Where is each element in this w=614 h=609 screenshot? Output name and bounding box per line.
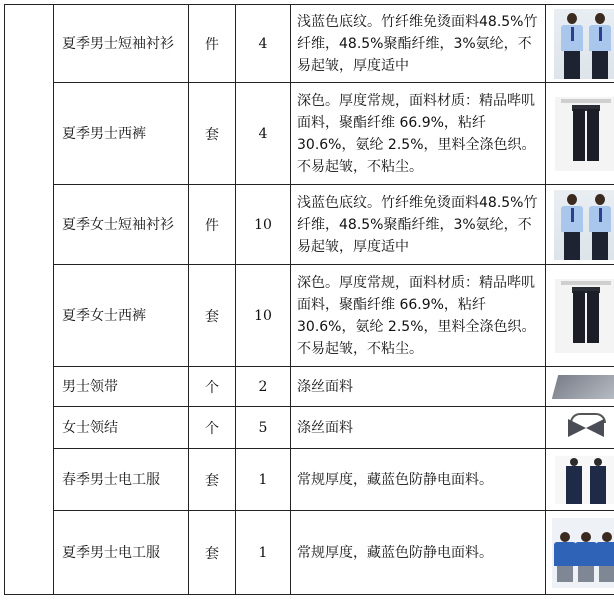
workwear-photo-icon (552, 518, 614, 588)
item-desc: 常规厚度，藏蓝色防静电面料。 (291, 511, 546, 595)
item-unit: 个 (189, 407, 236, 449)
table-row (5, 5, 614, 83)
item-image-cell (546, 367, 614, 407)
item-desc: 深色。厚度常规，面料材质：精品哔叽面料，聚酯纤维 66.9%，粘纤 30.6%，氨纶 2.5%，里料全涤色织。不易起皱，不粘尘。 (291, 265, 546, 367)
item-qty: 4 (236, 5, 291, 83)
uniform-spec-table (4, 4, 614, 595)
table-row (5, 265, 614, 367)
table-row (5, 511, 614, 595)
necktie-photo-icon (552, 375, 614, 399)
item-desc: 浅蓝色底纹。竹纤维免烫面料48.5%竹纤维，48.5%聚酯纤维，3%氨纶，不易起皱，厚度适中 (291, 5, 546, 83)
item-qty: 10 (236, 185, 291, 265)
item-name: 春季男士电工服 (54, 449, 189, 511)
item-image-cell (546, 407, 614, 449)
item-image-cell (546, 265, 614, 367)
item-unit: 套 (189, 265, 236, 367)
item-image-cell (546, 83, 614, 185)
item-qty: 2 (236, 367, 291, 407)
shirt-uniform-photo-icon (554, 190, 614, 260)
item-unit: 个 (189, 367, 236, 407)
item-desc: 涤丝面料 (291, 367, 546, 407)
item-qty: 5 (236, 407, 291, 449)
item-name: 女士领结 (54, 407, 189, 449)
item-name: 夏季男士电工服 (54, 511, 189, 595)
shirt-uniform-photo-icon (554, 9, 614, 79)
item-qty: 4 (236, 83, 291, 185)
workwear-photo-icon (555, 456, 614, 504)
item-name: 夏季男士西裤 (54, 83, 189, 185)
left-margin-cell (5, 5, 54, 595)
table-row (5, 367, 614, 407)
trousers-photo-icon (555, 97, 614, 171)
table-row (5, 185, 614, 265)
item-name: 夏季男士短袖衬衫 (54, 5, 189, 83)
item-unit: 套 (189, 83, 236, 185)
item-unit: 套 (189, 449, 236, 511)
table-row (5, 407, 614, 449)
item-name: 夏季女士短袖衬衫 (54, 185, 189, 265)
item-name: 男士领带 (54, 367, 189, 407)
bowtie-photo-icon (562, 413, 610, 443)
item-desc: 浅蓝色底纹。竹纤维免烫面料48.5%竹纤维，48.5%聚酯纤维，3%氨纶，不易起皱，厚度适中 (291, 185, 546, 265)
item-qty: 1 (236, 449, 291, 511)
item-image-cell (546, 185, 614, 265)
item-name: 夏季女士西裤 (54, 265, 189, 367)
item-unit: 件 (189, 185, 236, 265)
item-desc: 涤丝面料 (291, 407, 546, 449)
item-desc: 常规厚度，藏蓝色防静电面料。 (291, 449, 546, 511)
item-unit: 件 (189, 5, 236, 83)
item-image-cell (546, 449, 614, 511)
item-unit: 套 (189, 511, 236, 595)
table-row (5, 83, 614, 185)
item-qty: 1 (236, 511, 291, 595)
table-row (5, 449, 614, 511)
item-image-cell (546, 511, 614, 595)
item-image-cell (546, 5, 614, 83)
item-desc: 深色。厚度常规，面料材质：精品哔叽面料，聚酯纤维 66.9%，粘纤 30.6%，氨纶 2.5%，里料全涤色织。不易起皱，不粘尘。 (291, 83, 546, 185)
trousers-photo-icon (555, 279, 614, 353)
item-qty: 10 (236, 265, 291, 367)
